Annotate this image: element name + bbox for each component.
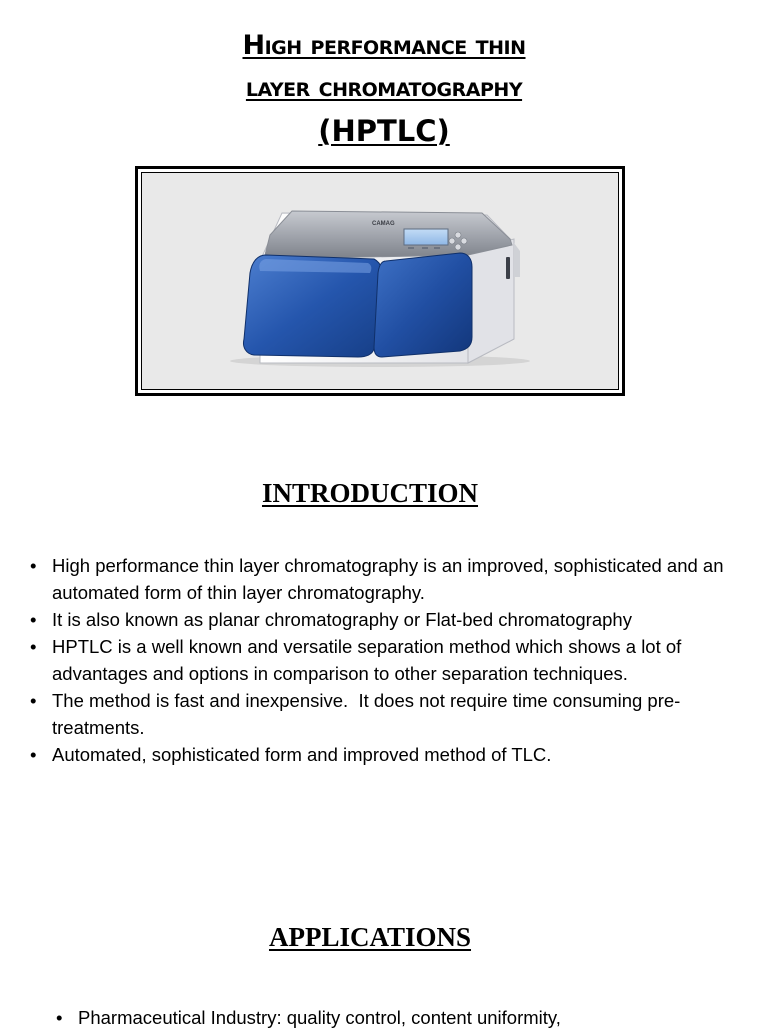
- list-item: [30, 606, 750, 633]
- applications-heading: APPLICATIONS: [268, 922, 472, 952]
- list-item: [30, 687, 750, 741]
- list-item: [30, 633, 750, 687]
- title-line-1: High performance thin: [242, 30, 526, 61]
- side-connector: [514, 243, 520, 277]
- side-latch: [506, 257, 510, 279]
- nav-button-left: [449, 238, 455, 244]
- bullet-icon: •: [56, 1007, 63, 1028]
- bullet-icon: •: [30, 636, 37, 657]
- bullet-icon: •: [30, 555, 37, 576]
- nav-button-down: [455, 244, 461, 250]
- hptlc-instrument-figure: [135, 166, 625, 396]
- list-item-text: Automated, sophisticated form and improved method of TLC.: [52, 744, 552, 765]
- hptlc-instrument-image: [142, 173, 618, 389]
- list-item-text: The method is fast and inexpensive. It does not require time consuming pre-treatments.: [52, 690, 681, 738]
- control-button: [408, 247, 414, 249]
- introduction-heading: INTRODUCTION: [261, 478, 479, 508]
- instrument-lid: [264, 211, 512, 259]
- applications-list: [56, 1004, 756, 1031]
- display-screen: [404, 229, 448, 245]
- introduction-list: [30, 552, 750, 768]
- list-item-text: Pharmaceutical Industry: quality control, content uniformity,: [78, 1007, 561, 1028]
- bullet-icon: •: [30, 609, 37, 630]
- nav-button-up: [455, 232, 461, 238]
- bullet-icon: •: [30, 744, 37, 765]
- front-cover-right: [374, 253, 472, 357]
- title-line-2: layer chromatography: [245, 72, 523, 103]
- control-button: [434, 247, 440, 249]
- control-button: [422, 247, 428, 249]
- list-item-text: High performance thin layer chromatography is an improved, sophisticated and an automated form of thin layer chromatography.: [52, 555, 724, 603]
- list-item: [56, 1004, 756, 1031]
- list-item: [30, 552, 750, 606]
- bullet-icon: •: [30, 690, 37, 711]
- brand-logo: CAMAG: [372, 221, 395, 227]
- nav-button-right: [461, 238, 467, 244]
- list-item: [30, 741, 750, 768]
- figure-background: [141, 172, 619, 390]
- list-item-text: HPTLC is a well known and versatile separation method which shows a lot of advantages and options in comparison to other separation techniques.: [52, 636, 682, 684]
- list-item-text: It is also known as planar chromatography or Flat-bed chromatography: [52, 609, 632, 630]
- title-line-3: (HPTLC): [318, 114, 450, 148]
